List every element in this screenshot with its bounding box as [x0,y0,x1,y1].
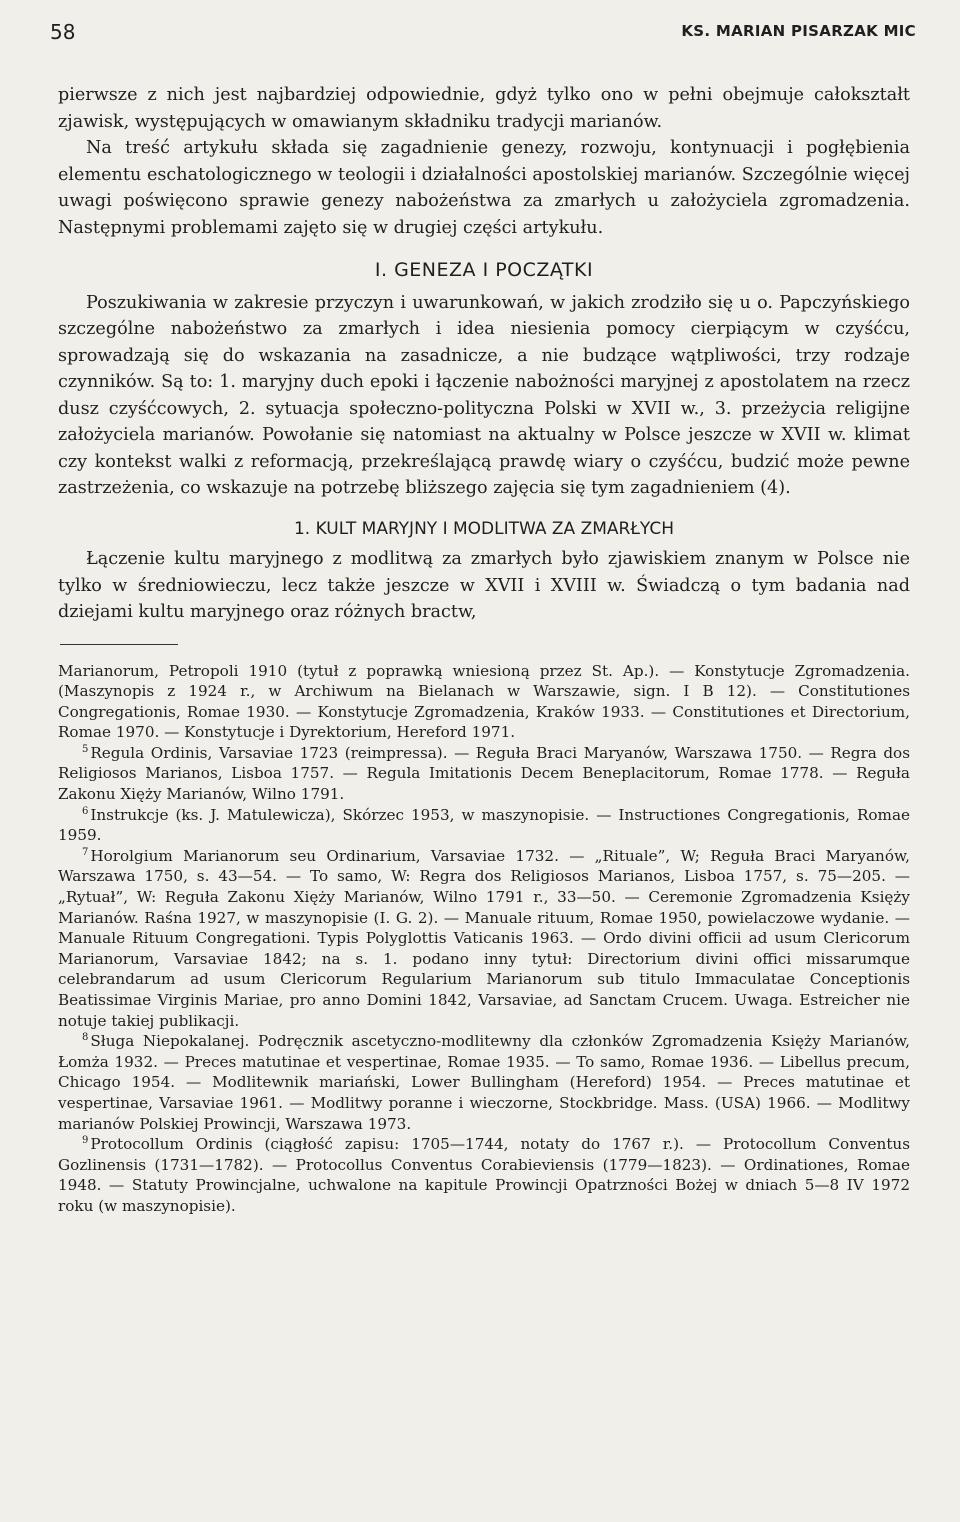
body-text [58,82,910,626]
paragraph: pierwsze z nich jest najbardziej odpowiednie, gdyż tylko ono w pełni obejmuje całokształt zjawisk, występujących w omawianym składniku tradycji marianów. [58,85,910,132]
subsection-heading: 1. KULT MARYJNY I MODLITWA ZA ZMARŁYCH [293,518,675,539]
footnote-text: Protocollum Ordinis (ciągłość zapisu: 1705—1744, notaty do 1767 r.). — Protocollum Conventus Gozlinensis (1731—1782). — Protocollus Conventus Corabieviensis (1779—1823). — Ordinationes, Romae 1948. — Statuty Prowincjalne, uchwalone na kapitule Prowincji Opatrzności Bożej w dniach 5—8 IV 1972 roku (w maszynopisie). [58,1135,910,1215]
footnote-number: 7 [82,846,89,858]
footnote [58,1031,910,1134]
footnote-number: 9 [82,1135,89,1147]
footnote-continuation: Marianorum, Petropoli 1910 (tytuł z poprawką wniesioną przez St. Ap.). — Konstytucje Zgromadzenia. (Maszynopis z 1924 r., w Archiwum na Bielanach w Warszawie, sign. I B 12). — Constitutiones Congregationis, Romae 1930. — Konstytucje Zgromadzenia, Kraków 1933. — Constitutiones et Directorium, Romae 1970. — Konstytucje i Dyrektorium, Hereford 1971. [58,661,910,742]
paragraph: Łączenie kultu maryjnego z modlitwą za zmarłych było zjawiskiem znanym w Polsce nie tylko w średniowieczu, lecz także jeszcze w XVII i XVIII w. Świadczą o tym badania nad dziejami kultu maryjnego oraz różnych bractw, [58,549,910,622]
footnotes [58,661,910,1217]
footnote [58,1134,910,1216]
footnote [58,743,910,805]
footnote-text: Instrukcje (ks. J. Matulewicza), Skórzec 1953, w maszynopisie. — Instructiones Congregationis, Romae 1959. [58,805,910,845]
footnote-text: Regula Ordinis, Varsaviae 1723 (reimpressa). — Reguła Braci Maryanów, Warszawa 1750. — Regra dos Religiosos Marianos, Lisboa 1757. — Regula Imitationis Decem Beneplacitorum, Romae 1778. — Reguła Zakonu Xięży Marianów, Wilno 1791. [58,743,910,804]
footnote [58,805,910,846]
footnote-number: 8 [82,1032,89,1044]
paragraph: Poszukiwania w zakresie przyczyn i uwarunkowań, w jakich zrodziło się u o. Papczyńskiego szczególne nabożeństwo za zmarłych i idea niesienia pomocy cierpiącym w czyśćcu, sprowadzają się do wskazania na zasadnicze, a nie budzące wątpliwości, trzy rodzaje czynników. Są to: 1. maryjny duch epoki i łączenie nabożności maryjnej z apostolatem na rzecz dusz czyśćcowych, 2. sytuacja społeczno-polityczna Polski w XVII w., 3. przeżycia religijne założyciela marianów. Powołanie się natomiast na aktualny w Polsce jeszcze w XVII w. klimat czy kontekst walki z reformacją, przekreślającą prawdę wiary o czyśćcu, budzić może pewne zastrzeżenia, co wskazuje na potrzebę bliższego zajęcia się tym zagadnieniem (4). [58,292,910,498]
document-page [50,14,916,1217]
footnote [58,846,910,1031]
footnote-text: Horolgium Marianorum seu Ordinarium, Varsaviae 1732. — „Rituale”, W; Reguła Braci Maryanów, Warszawa 1750, s. 43—54. — To samo, W: Regra dos Religiosos Marianos, Lisboa 1757, s. 75—205. — „Rytuał”, W: Reguła Zakonu Xięży Marianów, Wilno 1791 r., 33—50. — Ceremonie Zgromadzenia Księży Marianów. Raśna 1927, w maszynopisie (I. G. 2). — Manuale rituum, Romae 1950, powielaczowe wydanie. — Manuale Rituum Congregationi. Typis Polyglottis Vaticanis 1963. — Ordo divini officii ad usum Clericorum Marianorum, Varsaviae 1842; na s. 1. podano inny tytuł: Directorium divini offici missarumque celebrandarum ad usum Clericorum Regularium Marianorum sub titulo Immaculatae Conceptionis Beatissimae Virginis Mariae, pro anno Domini 1842, Varsaviae, ad Sanctam Crucem. Uwaga. Estreicher nie notuje takiej publikacji. [58,846,910,1030]
running-head: KS. MARIAN PISARZAK MIC [681,22,916,40]
paragraph: Na treść artykułu składa się zagadnienie genezy, rozwoju, kontynuacji i pogłębienia elementu eschatologicznego w teologii i działalności apostolskiej marianów. Szczególnie więcej uwagi poświęcono sprawie genezy nabożeństwa za zmarłych u założyciela zgromadzenia. Następnymi problemami zajęto się w drugiej części artykułu. [58,138,910,238]
page-header [50,14,916,54]
footnote-divider [60,644,178,645]
footnote-number: 6 [82,805,89,817]
section-heading: I. GENEZA I POCZĄTKI [374,259,594,281]
page-number: 58 [50,20,76,44]
footnote-number: 5 [82,743,89,755]
footnote-text: Sługa Niepokalanej. Podręcznik ascetyczno-modlitewny dla członków Zgromadzenia Księży Marianów, Łomża 1932. — Preces matutinae et vespertinae, Romae 1935. — To samo, Romae 1936. — Libellus precum, Chicago 1954. — Modlitewnik mariański, Lower Bullingham (Hereford) 1954. — Preces matutinae et vespertinae, Varsaviae 1961. — Modlitwy poranne i wieczorne, Stockbridge. Mass. (USA) 1966. — Modlitwy marianów Polskiej Prowincji, Warszawa 1973. [58,1032,910,1133]
